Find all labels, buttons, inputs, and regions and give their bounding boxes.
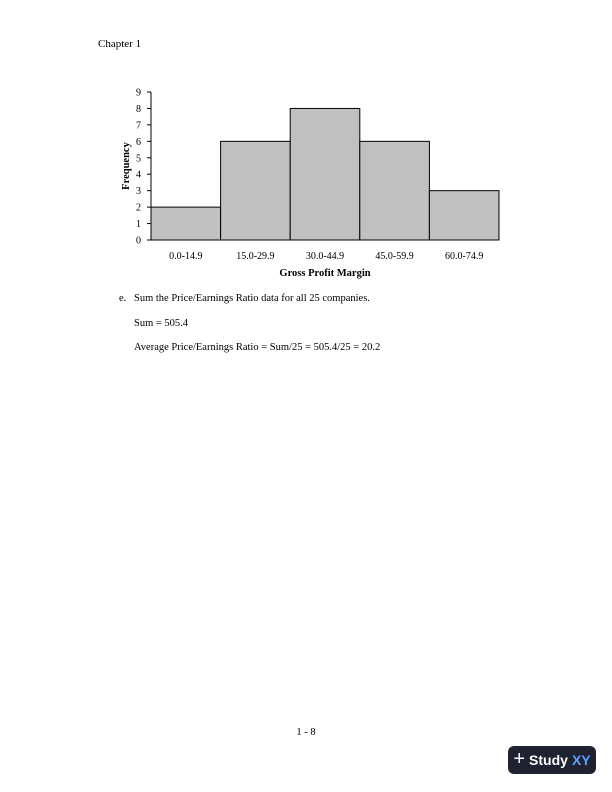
y-tick-label: 4 (136, 169, 141, 181)
x-tick-label: 0.0-14.9 (169, 251, 203, 262)
x-tick-label: 60.0-74.9 (445, 251, 484, 262)
badge-label-main: Study (529, 752, 568, 768)
y-tick-label: 5 (136, 153, 141, 165)
y-tick-label: 0 (136, 235, 141, 247)
page-number: 1 - 8 (296, 727, 316, 738)
studyxy-badge[interactable] (508, 746, 596, 774)
bar-30.0-44.9 (290, 108, 360, 240)
bar-0.0-14.9 (151, 207, 221, 240)
y-tick-label: 6 (136, 136, 141, 148)
y-tick-label: 3 (136, 186, 141, 198)
chapter-header: Chapter 1 (98, 38, 142, 50)
y-axis-title: Frequency (121, 142, 132, 190)
y-tick-label: 8 (136, 103, 141, 115)
y-tick-label: 1 (136, 219, 141, 231)
average-line: Average Price/Earnings Ratio = Sum/25 = 505.4/25 = 20.2 (134, 342, 381, 353)
bars-group (151, 108, 499, 240)
item-letter-e: e. (119, 293, 127, 304)
y-tick-label: 2 (136, 202, 141, 214)
histogram-chart (0, 0, 612, 300)
sum-line: Sum = 505.4 (134, 318, 189, 329)
x-tick-label: 15.0-29.9 (236, 251, 275, 262)
badge-label-accent: XY (571, 752, 591, 768)
x-tick-label: 30.0-44.9 (305, 251, 345, 262)
y-tick-label: 7 (136, 120, 141, 132)
item-e-text: Sum the Price/Earnings Ratio data for all 25 companies. (134, 293, 370, 304)
bar-60.0-74.9 (429, 191, 499, 240)
plus-icon: + (513, 748, 526, 770)
bar-45.0-59.9 (360, 141, 430, 240)
bar-15.0-29.9 (221, 141, 291, 240)
x-axis-title: Gross Profit Margin (279, 268, 371, 279)
x-tick-label: 45.0-59.9 (375, 251, 414, 262)
y-tick-label: 9 (136, 87, 141, 99)
